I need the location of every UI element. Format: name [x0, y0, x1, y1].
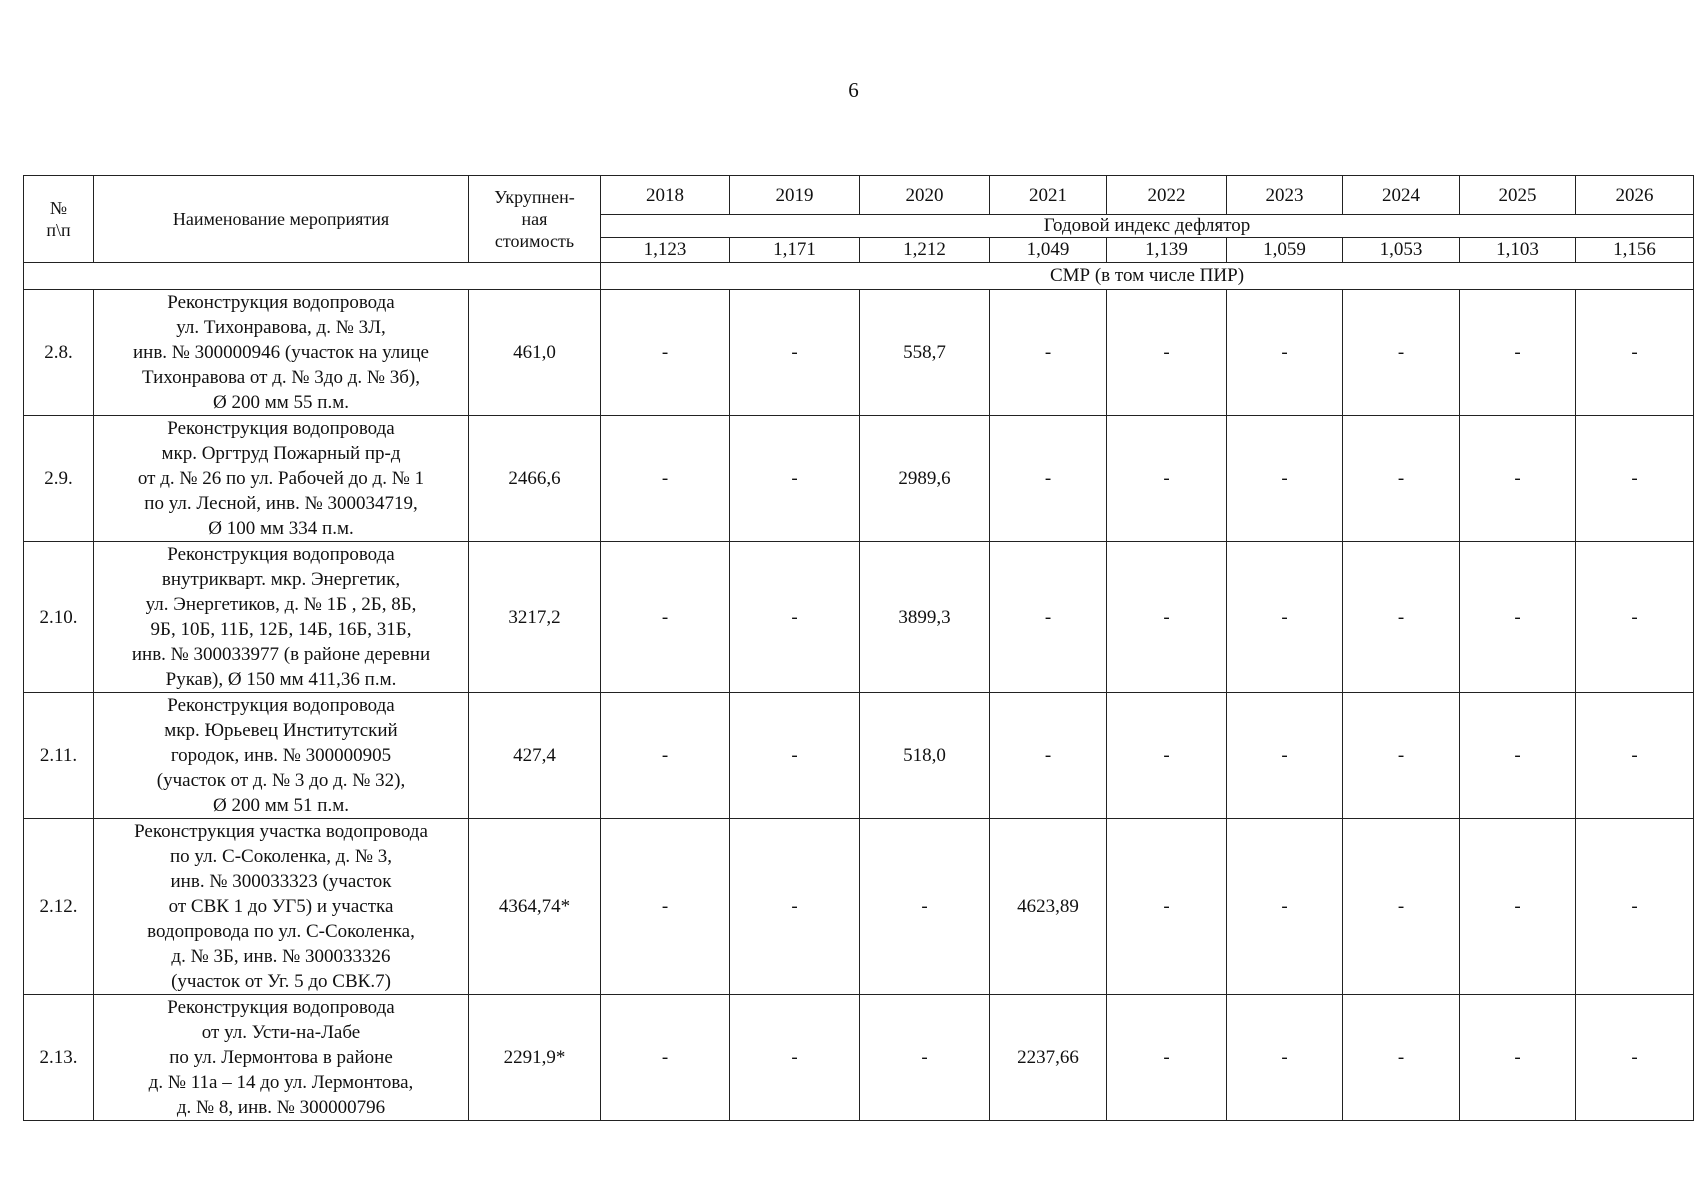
row-year-value: -	[1227, 290, 1343, 416]
row-name	[94, 542, 469, 693]
row-year-value: -	[1107, 995, 1227, 1121]
row-year-value: 558,7	[860, 290, 990, 416]
row-name	[94, 290, 469, 416]
header-year: 2024	[1343, 176, 1460, 215]
row-name-line: 9Б, 10Б, 11Б, 12Б, 14Б, 16Б, 31Б,	[150, 619, 412, 640]
row-year-value: -	[730, 290, 860, 416]
row-number: 2.10.	[24, 542, 94, 693]
row-year-value: -	[730, 819, 860, 995]
table-row	[24, 693, 1694, 819]
row-year-value: -	[601, 693, 730, 819]
row-name-line: Рукав), Ø 150 мм 411,36 п.м.	[165, 669, 397, 690]
row-name-line: Реконструкция водопровода	[167, 997, 395, 1018]
row-name-line: Реконструкция водопровода	[167, 418, 395, 439]
row-number: 2.8.	[24, 290, 94, 416]
row-year-value: -	[990, 290, 1107, 416]
row-number: 2.9.	[24, 416, 94, 542]
row-name	[94, 416, 469, 542]
row-cost: 461,0	[469, 290, 601, 416]
row-name-line: Реконструкция водопровода	[167, 695, 395, 716]
row-year-value: 518,0	[860, 693, 990, 819]
row-year-value: -	[1227, 819, 1343, 995]
header-year: 2026	[1576, 176, 1694, 215]
deflator-value: 1,156	[1576, 238, 1694, 263]
row-year-value: -	[990, 693, 1107, 819]
row-year-value: -	[860, 995, 990, 1121]
row-name-line: городок, инв. № 300000905	[170, 745, 392, 766]
row-year-value: -	[601, 290, 730, 416]
row-name-line: от СВК 1 до УГ5) и участка	[168, 896, 394, 917]
row-year-value: -	[1576, 416, 1694, 542]
row-name-line: от ул. Усти-на-Лабе	[201, 1022, 361, 1043]
row-name-line: мкр. Оргтруд Пожарный пр-д	[161, 443, 401, 464]
row-year-value: -	[1107, 290, 1227, 416]
row-name-line: (участок от д. № 3 до д. № 32),	[156, 770, 406, 791]
deflator-value: 1,212	[860, 238, 990, 263]
row-name-line: мкр. Юрьевец Институтский	[164, 720, 398, 741]
row-name-line: инв. № 300033977 (в районе деревни	[131, 644, 431, 665]
row-year-value: -	[990, 416, 1107, 542]
row-year-value: -	[1460, 290, 1576, 416]
row-year-value: -	[860, 819, 990, 995]
row-year-value: -	[1576, 290, 1694, 416]
header-deflator-label: Годовой индекс дефлятор	[601, 215, 1694, 238]
row-number: 2.12.	[24, 819, 94, 995]
row-name-line: инв. № 300033323 (участок	[170, 871, 392, 892]
row-name-line: (участок от Уг. 5 до СВК.7)	[171, 971, 391, 992]
deflator-value: 1,171	[730, 238, 860, 263]
row-year-value: -	[1227, 416, 1343, 542]
header-cost-line: Укрупнен-	[494, 187, 575, 207]
row-cost: 4364,74*	[469, 819, 601, 995]
header-year: 2021	[990, 176, 1107, 215]
header-year: 2023	[1227, 176, 1343, 215]
table-row	[24, 542, 1694, 693]
page-number: 6	[848, 78, 859, 102]
header-name: Наименование мероприятия	[94, 176, 469, 263]
row-name-line: ул. Тихонравова, д. № 3Л,	[176, 317, 386, 338]
row-year-value: -	[1227, 995, 1343, 1121]
cost-table	[23, 175, 1694, 1121]
row-name-line: внутрикварт. мкр. Энергетик,	[161, 569, 401, 590]
row-name	[94, 995, 469, 1121]
row-name-line: Реконструкция водопровода	[167, 292, 395, 313]
header-year: 2019	[730, 176, 860, 215]
deflator-value: 1,049	[990, 238, 1107, 263]
row-cost: 3217,2	[469, 542, 601, 693]
row-year-value: -	[601, 995, 730, 1121]
row-year-value: -	[730, 693, 860, 819]
row-year-value: -	[1107, 416, 1227, 542]
row-year-value: -	[601, 542, 730, 693]
row-year-value: -	[1460, 542, 1576, 693]
row-name-line: Тихонравова от д. № 3до д. № 3б),	[142, 367, 420, 388]
table-row	[24, 995, 1694, 1121]
row-year-value: -	[1460, 995, 1576, 1121]
row-year-value: -	[1107, 693, 1227, 819]
row-year-value: -	[1227, 542, 1343, 693]
row-name-line: Реконструкция участка водопровода	[134, 821, 428, 842]
row-name	[94, 819, 469, 995]
deflator-value: 1,053	[1343, 238, 1460, 263]
row-year-value: 3899,3	[860, 542, 990, 693]
row-year-value: -	[1227, 693, 1343, 819]
header-year: 2022	[1107, 176, 1227, 215]
row-year-value: -	[601, 819, 730, 995]
row-year-value: 2237,66	[990, 995, 1107, 1121]
row-year-value: -	[1460, 819, 1576, 995]
row-cost: 2466,6	[469, 416, 601, 542]
row-name-line: по ул. Лермонтова в районе	[169, 1047, 393, 1068]
row-year-value: -	[1576, 542, 1694, 693]
row-name-line: ул. Энергетиков, д. № 1Б , 2Б, 8Б,	[145, 594, 417, 615]
row-year-value: -	[1576, 819, 1694, 995]
header-smr-label: СМР (в том числе ПИР)	[601, 263, 1694, 290]
row-name-line: водопровода по ул. С-Соколенка,	[147, 921, 415, 942]
row-year-value: -	[730, 995, 860, 1121]
table-body	[24, 290, 1694, 1121]
row-name-line: Ø 100 мм 334 п.м.	[208, 518, 354, 539]
row-year-value: -	[1343, 290, 1460, 416]
header-spacer	[24, 263, 601, 290]
row-year-value: -	[601, 416, 730, 542]
header-num-line: №	[49, 198, 68, 218]
deflator-value: 1,123	[601, 238, 730, 263]
row-year-value: -	[1343, 995, 1460, 1121]
row-year-value: -	[1343, 542, 1460, 693]
row-name-line: инв. № 300000946 (участок на улице	[133, 342, 429, 363]
row-name	[94, 693, 469, 819]
row-cost: 2291,9*	[469, 995, 601, 1121]
deflator-value: 1,103	[1460, 238, 1576, 263]
table-row	[24, 416, 1694, 542]
header-year: 2025	[1460, 176, 1576, 215]
row-name-line: по ул. С-Соколенка, д. № 3,	[169, 846, 392, 867]
header-cost	[469, 176, 601, 263]
row-year-value: -	[990, 542, 1107, 693]
header-cost-line: стоимость	[494, 231, 575, 251]
row-name-line: д. № 3Б, инв. № 300033326	[171, 946, 391, 967]
row-cost: 427,4	[469, 693, 601, 819]
table-row	[24, 290, 1694, 416]
row-name-line: Ø 200 мм 55 п.м.	[213, 392, 349, 413]
row-number: 2.11.	[24, 693, 94, 819]
deflator-value: 1,139	[1107, 238, 1227, 263]
row-year-value: -	[1343, 416, 1460, 542]
row-name-line: по ул. Лесной, инв. № 300034719,	[144, 493, 418, 514]
row-name-line: от д. № 26 по ул. Рабочей до д. № 1	[137, 468, 425, 489]
row-year-value: -	[1576, 995, 1694, 1121]
row-year-value: -	[1343, 819, 1460, 995]
row-year-value: -	[1460, 416, 1576, 542]
table-row	[24, 819, 1694, 995]
row-name-line: д. № 8, инв. № 300000796	[176, 1097, 386, 1118]
row-name-line: Ø 200 мм 51 п.м.	[213, 795, 349, 816]
header-year: 2018	[601, 176, 730, 215]
header-num-line: п\п	[46, 220, 71, 240]
row-year-value: 2989,6	[860, 416, 990, 542]
row-year-value: -	[1343, 693, 1460, 819]
row-year-value: -	[730, 542, 860, 693]
row-name-line: д. № 11а – 14 до ул. Лермонтова,	[148, 1072, 414, 1093]
header-year: 2020	[860, 176, 990, 215]
row-year-value: -	[1460, 693, 1576, 819]
header-cost-line: ная	[521, 209, 548, 229]
row-year-value: -	[1576, 693, 1694, 819]
row-year-value: -	[730, 416, 860, 542]
row-name-line: Реконструкция водопровода	[167, 544, 395, 565]
row-number: 2.13.	[24, 995, 94, 1121]
header-num	[24, 176, 94, 263]
row-year-value: -	[1107, 819, 1227, 995]
deflator-value: 1,059	[1227, 238, 1343, 263]
row-year-value: 4623,89	[990, 819, 1107, 995]
row-year-value: -	[1107, 542, 1227, 693]
